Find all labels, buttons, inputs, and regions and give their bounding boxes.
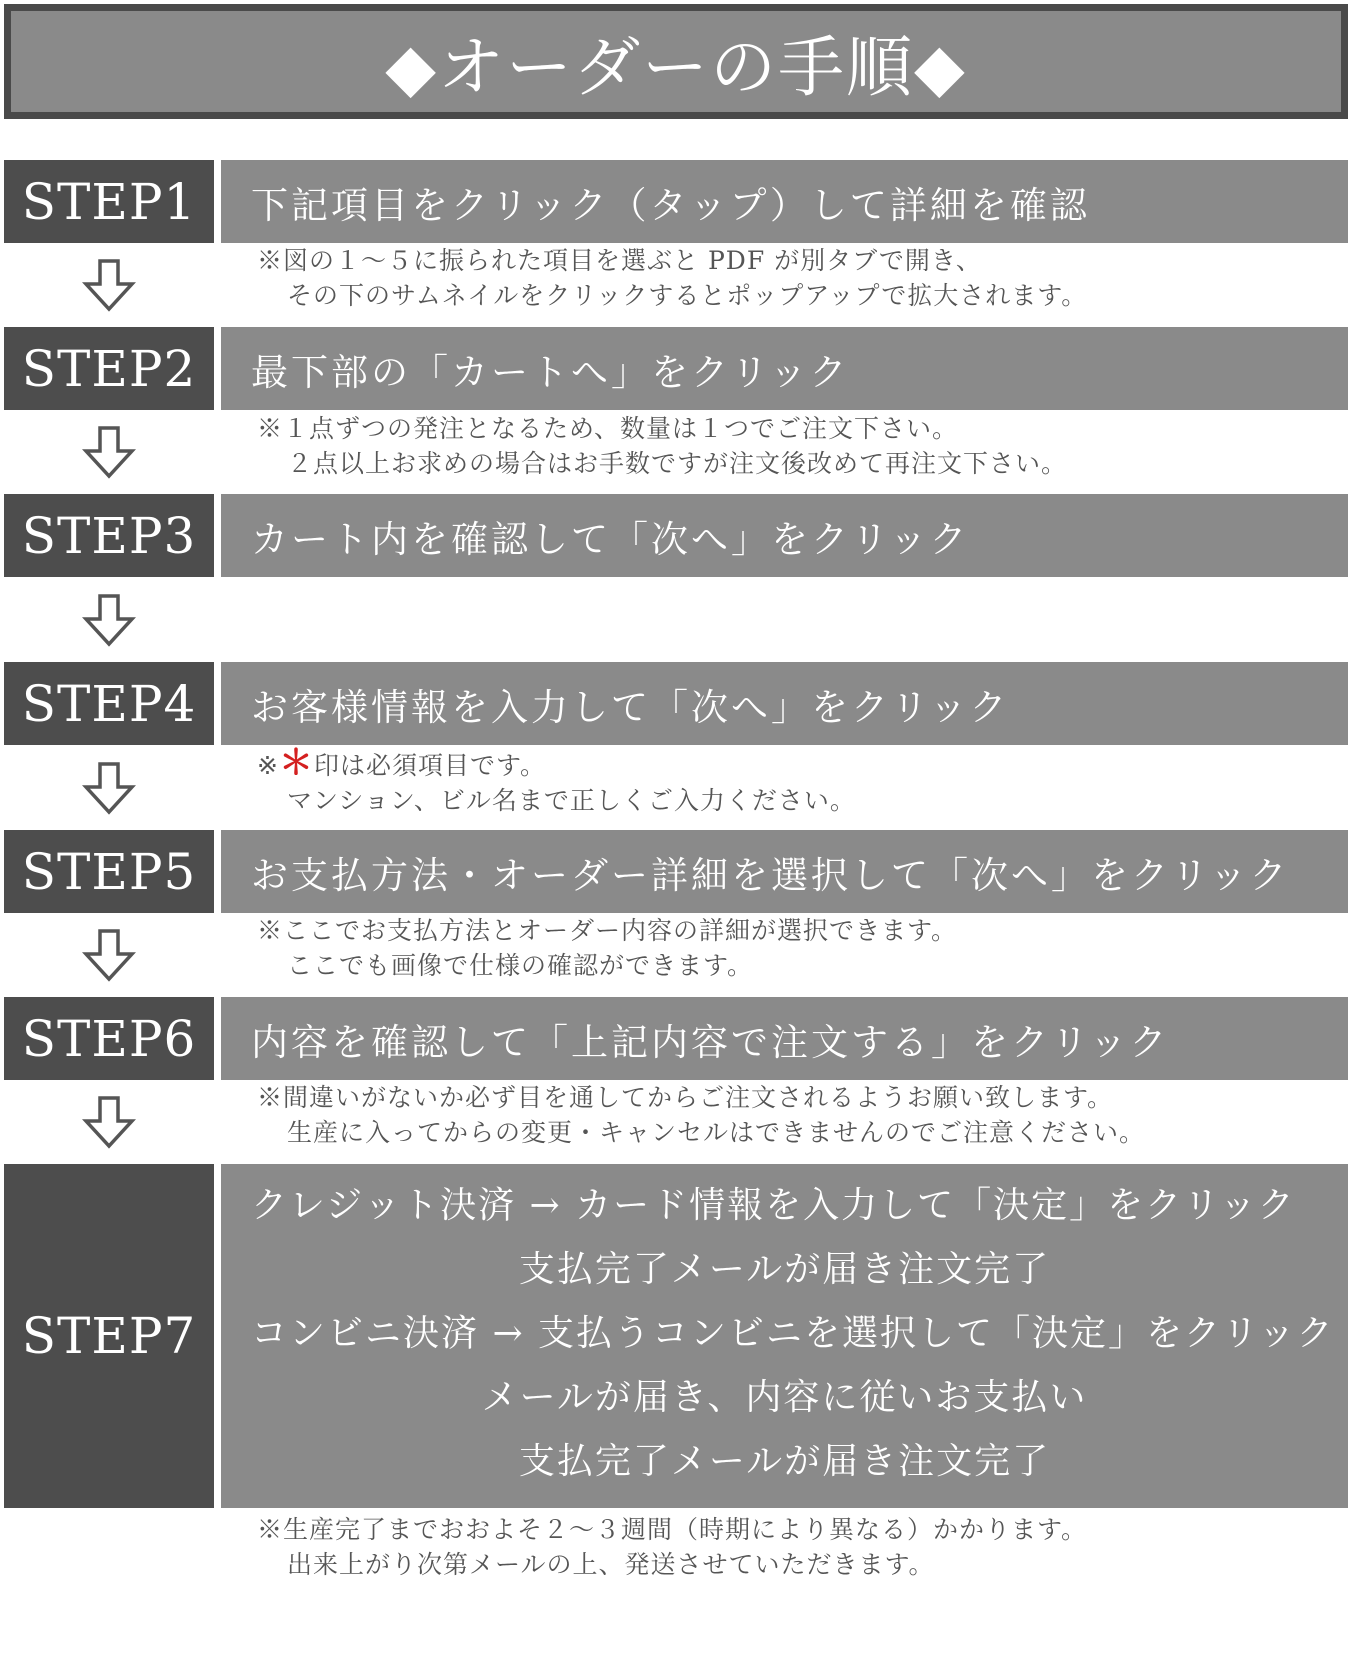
step-2-note-line1: ※１点ずつの発注となるため、数量は１つでご注文下さい。 — [257, 414, 959, 443]
step-7-line-credit-complete: 支払完了メールが届き注文完了 — [518, 1249, 1051, 1290]
step-2-instruction: 最下部の「カートへ」をクリック — [221, 327, 1348, 410]
step-6-note — [257, 1080, 1145, 1150]
step-4-note-line2: マンション、ビル名まで正しくご入力ください。 — [287, 786, 856, 815]
step-6-note-line1: ※間違いがないか必ず目を通してからご注文されるようお願い致します。 — [257, 1083, 1114, 1112]
step-7-line-credit: クレジット決済 → カード情報を入力して「決定」をクリック — [251, 1185, 1296, 1226]
step-6-label: STEP6 — [4, 997, 214, 1080]
required-asterisk-icon: ＊ — [278, 743, 314, 783]
step-4-label: STEP4 — [4, 662, 214, 745]
down-arrow-icon — [82, 1095, 136, 1149]
down-arrow-icon — [82, 928, 136, 982]
step-5-note-line1: ※ここでお支払方法とオーダー内容の詳細が選択できます。 — [257, 916, 958, 945]
down-arrow-icon — [82, 425, 136, 479]
step-7-note-line2: 出来上がり次第メールの上、発送させていただきます。 — [287, 1550, 935, 1579]
step-1-note-line1: ※図の１～５に振られた項目を選ぶと PDF が別タブで開き、 — [257, 246, 982, 275]
step-7-note — [257, 1512, 1087, 1582]
down-arrow-icon — [82, 593, 136, 647]
step-5-note-line2: ここでも画像で仕様の確認ができます。 — [287, 951, 754, 980]
down-arrow-icon — [82, 761, 136, 815]
page-header — [4, 4, 1348, 119]
step-4-note-line1: 印は必須項目です。 — [313, 751, 546, 780]
step-2-label: STEP2 — [4, 327, 214, 410]
step-7-label: STEP7 — [4, 1164, 214, 1508]
step-7-line-convenience-complete: 支払完了メールが届き注文完了 — [518, 1441, 1051, 1482]
step-7-note-line1: ※生産完了までおおよそ２～３週間（時期により異なる）かかります。 — [257, 1515, 1088, 1544]
step-1-note — [257, 243, 1087, 313]
step-3-label: STEP3 — [4, 494, 214, 577]
step-1-instruction: 下記項目をクリック（タップ）して詳細を確認 — [221, 160, 1348, 243]
step-6-instruction: 内容を確認して「上記内容で注文する」をクリック — [221, 997, 1348, 1080]
step-1-label: STEP1 — [4, 160, 214, 243]
step-5-instruction: お支払方法・オーダー詳細を選択して「次へ」をクリック — [221, 830, 1348, 913]
step-5-note — [257, 913, 957, 983]
step-7-line-convenience-mail: メールが届き、内容に従いお支払い — [481, 1377, 1088, 1418]
page-title: ◆オーダーの手順◆ — [385, 29, 967, 106]
step-3-instruction: カート内を確認して「次へ」をクリック — [221, 494, 1348, 577]
step-6-note-line2: 生産に入ってからの変更・キャンセルはできませんのでご注意ください。 — [287, 1118, 1146, 1147]
step-4-note-prefix: ※ — [257, 751, 279, 780]
step-2-note — [257, 411, 1067, 481]
step-4-note — [257, 743, 856, 818]
step-2-note-line2: ２点以上お求めの場合はお手数ですが注文後改めて再注文下さい。 — [287, 449, 1068, 478]
step-7-instruction — [221, 1164, 1348, 1508]
down-arrow-icon — [82, 258, 136, 312]
step-4-instruction: お客様情報を入力して「次へ」をクリック — [221, 662, 1348, 745]
step-1-note-line2: その下のサムネイルをクリックするとポップアップで拡大されます。 — [287, 281, 1088, 310]
step-5-label: STEP5 — [4, 830, 214, 913]
step-7-line-convenience: コンビニ決済 → 支払うコンビニを選択して「決定」をクリック — [251, 1313, 1335, 1354]
